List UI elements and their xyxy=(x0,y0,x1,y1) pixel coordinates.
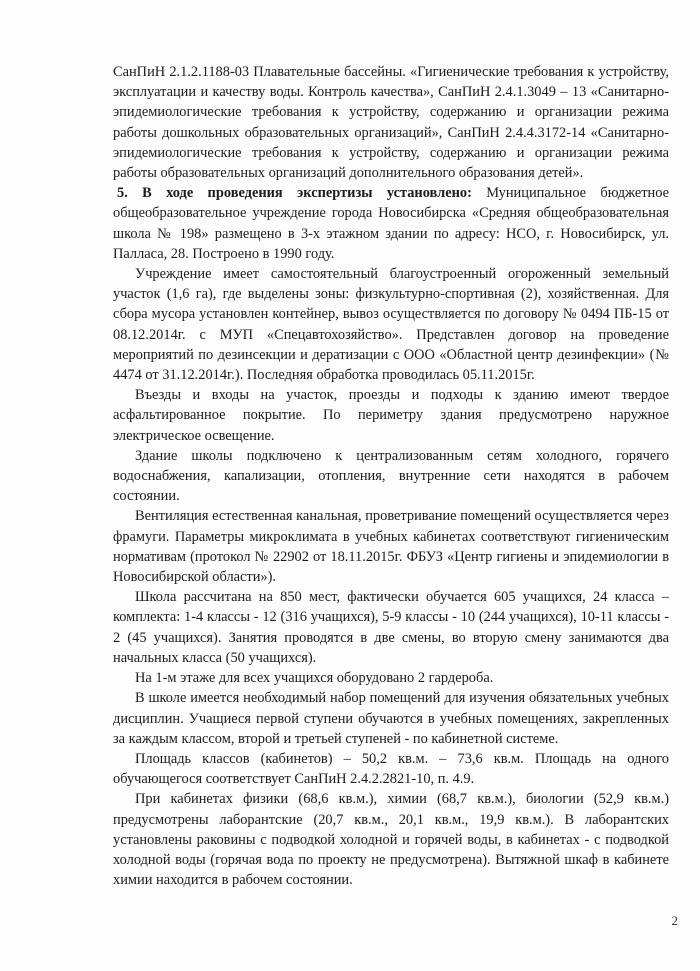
document-body xyxy=(113,62,669,890)
paragraph-area: Площадь классов (кабинетов) – 50,2 кв.м. – 73,6 кв.м. Площадь на одного обучающегося соответствует СанПиН 2.4.2.2821-10, п. 4.9. xyxy=(113,750,669,788)
paragraph-land-plot: Учреждение имеет самостоятельный благоустроенный огороженный земельный участок (1,6 га), где выделены зоны: физкультурно-спортивная (2), хозяйственная. Для сбора мусора установлен контейнер, вывоз осуществляется по договору № 0494 ПБ-15 от 08.12.2014г. с МУП «Спецавтохозяйство». Представлен договор на проведение мероприятий по дезинсекции и дератизации с ООО «Областной центр дезинфекции» (№ 4474 от 31.12.2014г.). Последняя обработка проводилась 05.11.2015г. xyxy=(113,266,669,384)
paragraph-utilities: Здание школы подключено к централизованным сетям холодного, горячего водоснабжения, капализации, отопления, внутренние сети находятся в рабочем состоянии. xyxy=(113,447,669,505)
paragraph-labs: При кабинетах физики (68,6 кв.м.), химии (68,7 кв.м.), биологии (52,9 кв.м.) предусмотрены лаборантские (20,7 кв.м., 20,1 кв.м., 19,9 кв.м.). В лаборантских установлены раковины с подводкой холодной и горячей воды, в кабинетах - с подводкой холодной воды (горячая вода по проекту не предусмотрена). Вытяжной шкаф в кабинете химии находится в рабочем состоянии. xyxy=(113,791,669,889)
paragraph-entrances: Въезды и входы на участок, проезды и подходы к зданию имеют твердое асфальтированное покрытие. По периметру здания предусмотрено наружное электрическое освещение. xyxy=(113,387,669,444)
section-5-text: Муниципальное бюджетное общеобразовательное учреждение города Новосибирска «Средняя общеобразовательная школа № 198» размещено в 3-х этажном здании по адресу: НСО, г. Новосибирск, ул. Палласа, 28. Построено в 1990 году. xyxy=(113,185,669,262)
paragraph-ventilation: Вентиляция естественная канальная, проветривание помещений осуществляется через фрамуги. Параметры микроклимата в учебных кабинетах соответствуют гигиеническим нормативам (протокол № 22902 от 18.11.2015г. ФБУЗ «Центр гигиены и эпидемиологии в Новосибирской области»). xyxy=(113,508,669,586)
paragraph-rooms: В школе имеется необходимый набор помещений для изучения обязательных учебных дисциплин. Учащиеся первой ступени обучаются в учебных помещениях, закрепленных за каждым классом, второй и третьей ступеней - по кабинетной системе. xyxy=(113,690,669,747)
paragraph-capacity: Школа рассчитана на 850 мест, фактически обучается 605 учащихся, 24 класса – комплекта: 1-4 классы - 12 (316 учащихся), 5-9 классы - 10 (244 учащихся), 10-11 классы - 2 (45 учащихся). Занятия проводятся в две смены, во вторую смену занимаются два начальных класса (50 учащихся). xyxy=(113,589,669,666)
section-5-heading: 5. В ходе проведения экспертизы установлено: xyxy=(117,185,472,202)
paragraph-section-5 xyxy=(113,183,669,264)
paragraph-sanpin-list: СанПиН 2.1.2.1188-03 Плавательные бассейны. «Гигиенические требования к устройству, эксплуатации и качеству воды. Контроль качества», СанПиН 2.4.1.3049 – 13 «Санитарно-эпидемиологические требования к устройству, содержанию и организации режима работы дошкольных образовательных организаций», СанПиН 2.4.4.3172-14 «Санитарно-эпидемиологические требования к устройству, содержанию и организации режима работы образовательных организаций дополнительного образования детей». xyxy=(113,64,669,182)
page-number: 2 xyxy=(671,913,678,928)
paragraph-cloakrooms: На 1-м этаже для всех учащихся оборудовано 2 гардероба. xyxy=(135,670,494,687)
